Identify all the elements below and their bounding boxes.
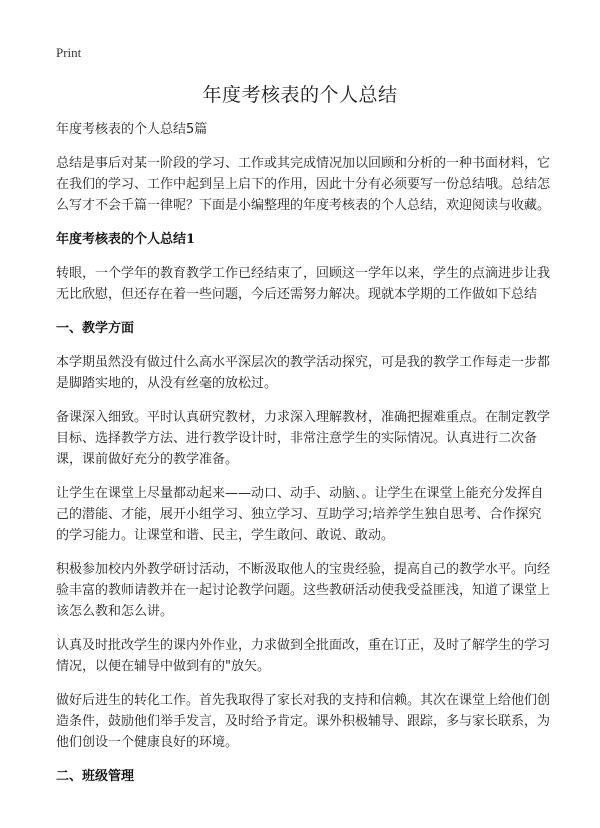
teaching-paragraph-2: 备课深入细致。平时认真研究教材，力求深入理解教材，准确把握难重点。在制定教学目标、选择教学方法、进行教学设计时，非常注意学生的实际情况。认真进行二次备课，课前做好充分的教学准备。 bbox=[56, 410, 551, 467]
heading-class-management: 二、班级管理 bbox=[56, 769, 135, 784]
document-body bbox=[56, 119, 550, 800]
section-1-title: 年度考核表的个人总结1 bbox=[56, 232, 196, 247]
teaching-paragraph-6: 做好后进生的转化工作。首先我取得了家长对我的支持和信赖。其次在课堂上给他们创造条件，鼓励他们举手发言，及时给予肯定。课外积极辅导、跟踪，多与家长联系，为他们创设一个健康良好的环境。 bbox=[56, 693, 551, 750]
teaching-paragraph-3: 让学生在课堂上尽量都动起来——动口、动手、动脑、。让学生在课堂上能充分发挥自己的潜能、才能，展开小组学习、独立学习、互助学习;培养学生独自思考、合作探究的学习能力。让课堂和谐、民主，学生敢问、敢说、敢动。 bbox=[56, 486, 544, 543]
heading-teaching: 一、教学方面 bbox=[56, 321, 135, 336]
teaching-paragraph-1: 本学期虽然没有做过什么高水平深层次的教学活动探究，可是我的教学工作每走一步都是脚踏实地的，从没有丝毫的放松过。 bbox=[56, 355, 551, 391]
page-title: 年度考核表的个人总结 bbox=[202, 84, 398, 106]
section-1-intro-paragraph: 转眼，一个学年的教育教学工作已经结束了，回顾这一学年以来，学生的点滴进步让我无比欣慰，但还存在着一些问题，今后还需努力解决。现就本学期的工作做如下总结 bbox=[56, 266, 551, 302]
intro-paragraph: 总结是事后对某一阶段的学习、工作或其完成情况加以回顾和分析的一种书面材料，它在我们的学习、工作中起到呈上启下的作用，因此十分有必须要写一份总结哦。总结怎么写才不会千篇一律呢？下面是小编整理的年度考核表的个人总结，欢迎阅读与收藏。 bbox=[56, 156, 551, 213]
print-label[interactable]: Print bbox=[56, 45, 82, 60]
teaching-paragraph-4: 积极参加校内外教学研讨活动，不断汲取他人的宝贵经验，提高自己的教学水平。向经验丰富的教师请教并在一起讨论教学问题。这些教研活动使我受益匪浅，知道了课堂上该怎么教和怎么讲。 bbox=[56, 562, 551, 619]
document-subtitle: 年度考核表的个人总结5篇 bbox=[56, 122, 208, 137]
teaching-paragraph-5: 认真及时批改学生的课内外作业，力求做到全批面改，重在订正，及时了解学生的学习情况，以便在辅导中做到有的"放矢。 bbox=[56, 638, 551, 674]
